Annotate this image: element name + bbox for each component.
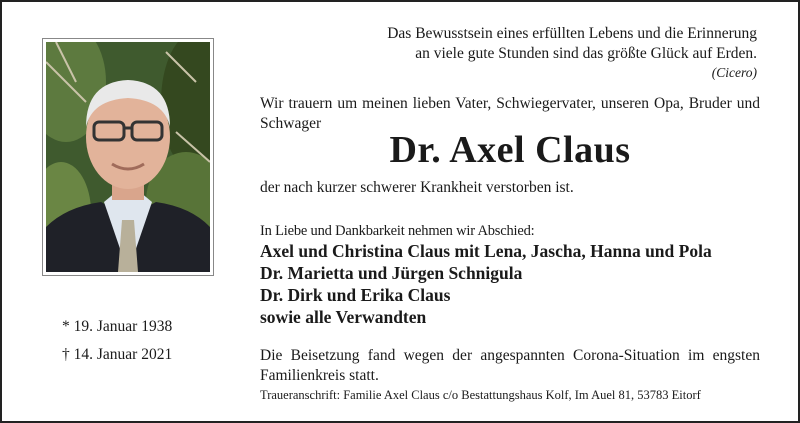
death-statement: der nach kurzer schwerer Krankheit verstorben ist. [260, 179, 574, 196]
death-date: † 14. Januar 2021 [62, 346, 173, 363]
epigraph-quote [332, 24, 757, 82]
farewell-line: In Liebe und Dankbarkeit nehmen wir Abschied: [260, 223, 535, 239]
mourner-line: Axel und Christina Claus mit Lena, Jascha, Hanna und Pola [260, 241, 712, 261]
quote-line-1: Das Bewusstsein eines erfüllten Lebens und die Erinnerung [387, 25, 757, 42]
mourning-intro: Wir trauern um meinen lieben Vater, Schwiegervater, unseren Opa, Bruder und Schwager [260, 95, 760, 132]
portrait-frame [42, 38, 214, 276]
mourners-list [260, 240, 712, 328]
deceased-name: Dr. Axel Claus [389, 129, 631, 171]
mourner-line: Dr. Marietta und Jürgen Schnigula [260, 263, 523, 283]
birth-date: * 19. Januar 1938 [62, 318, 173, 335]
mourner-line: Dr. Dirk und Erika Claus [260, 285, 451, 305]
condolence-address: Traueranschrift: Familie Axel Claus c/o Bestattungshaus Kolf, Im Auel 81, 53783 Eitorf [260, 388, 701, 402]
quote-line-2: an viele gute Stunden sind das größte Glück auf Erden. [415, 45, 757, 62]
mourner-line: sowie alle Verwandten [260, 307, 427, 327]
portrait-photo [46, 42, 210, 272]
burial-note: Die Beisetzung fand wegen der angespannten Corona-Situation im engsten Familienkreis statt. [260, 347, 760, 384]
quote-author: (Cicero) [711, 65, 757, 80]
